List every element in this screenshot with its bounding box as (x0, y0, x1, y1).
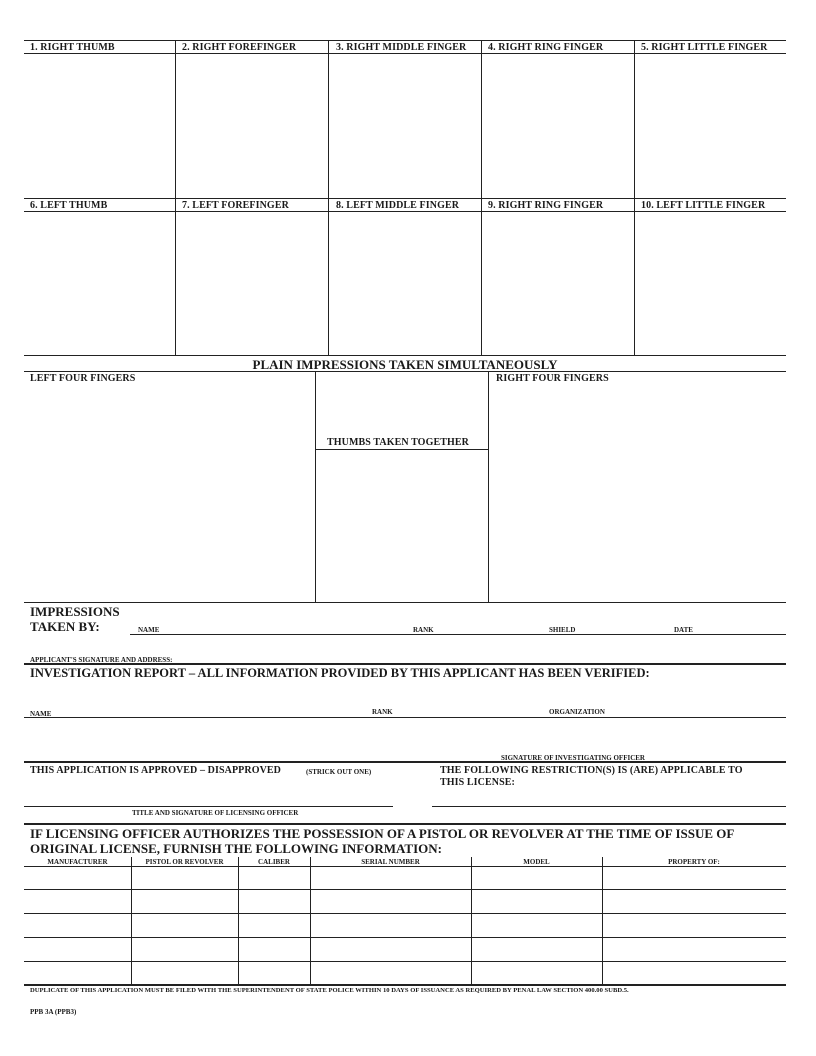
plain-divider (315, 371, 316, 602)
finger-label-right-thumb: 1. RIGHT THUMB (30, 42, 115, 53)
grid-divider (328, 40, 329, 355)
col-serial-number: SERIAL NUMBER (361, 858, 420, 866)
pistol-bottom-line (24, 984, 786, 986)
pistol-row-line (24, 937, 786, 938)
col-model: MODEL (523, 858, 550, 866)
form-id: PPB 3A (PPB3) (30, 1008, 77, 1016)
thumbs-together-label: THUMBS TAKEN TOGETHER (327, 437, 469, 448)
impressions-line (130, 634, 786, 635)
col-manufacturer: MANUFACTURER (47, 858, 108, 866)
impressions-title-1: IMPRESSIONS (30, 604, 120, 619)
right-four-fingers-label: RIGHT FOUR FINGERS (496, 373, 609, 384)
pistol-header-line (24, 866, 786, 867)
strike-out-note: (STRICK OUT ONE) (306, 768, 372, 776)
investigating-officer-signature-label: SIGNATURE OF INVESTIGATING OFFICER (501, 754, 645, 762)
grid-top-line (24, 40, 786, 41)
grid-divider (481, 40, 482, 355)
finger-label-left-ring: 9. RIGHT RING FINGER (488, 200, 604, 211)
finger-label-right-ring: 4. RIGHT RING FINGER (488, 42, 604, 53)
investigation-line (24, 717, 786, 718)
applicant-signature-line (24, 663, 786, 665)
thumbs-divider (315, 449, 488, 450)
pistol-col-divider (602, 857, 603, 984)
pistol-col-divider (131, 857, 132, 984)
impressions-title-2: TAKEN BY: (30, 619, 100, 634)
investigation-rank-label: RANK (372, 708, 393, 716)
plain-impressions-title: PLAIN IMPRESSIONS TAKEN SIMULTANEOUSLY (252, 357, 558, 372)
restrictions-label-1: THE FOLLOWING RESTRICTION(S) IS (ARE) APPLICABLE TO (440, 765, 743, 776)
grid-bottom-line (24, 355, 786, 356)
pistol-col-divider (310, 857, 311, 984)
grid-divider (175, 40, 176, 355)
finger-label-right-forefinger: 2. RIGHT FOREFINGER (182, 42, 297, 53)
officer-signature-line (24, 806, 393, 807)
pistol-row-line (24, 961, 786, 962)
finger-label-left-middle: 8. LEFT MIDDLE FINGER (336, 200, 460, 211)
col-pistol-or-revolver: PISTOL OR REVOLVER (145, 858, 224, 866)
approval-bottom-line (24, 823, 786, 825)
col-caliber: CALIBER (258, 858, 290, 866)
investigation-bottom-line (24, 761, 786, 763)
approval-status: THIS APPLICATION IS APPROVED – DISAPPROVED (30, 765, 281, 776)
restrictions-label-2: THIS LICENSE: (440, 777, 515, 788)
grid-divider (634, 40, 635, 355)
impressions-date-label: DATE (674, 626, 693, 634)
footer-note: DUPLICATE OF THIS APPLICATION MUST BE FILED WITH THE SUPERINTENDENT OF STATE POLICE WITHIN 10 DAYS OF ISSUANCE AS REQUIRED BY PENAL LAW SECTION 400.00 SUBD.5. (30, 987, 629, 994)
col-property-of: PROPERTY OF: (668, 858, 720, 866)
investigation-organization-label: ORGANIZATION (549, 708, 605, 716)
finger-label-right-little: 5. RIGHT LITTLE FINGER (641, 42, 768, 53)
pistol-col-divider (238, 857, 239, 984)
impressions-shield-label: SHIELD (549, 626, 576, 634)
pistol-title-1: IF LICENSING OFFICER AUTHORIZES THE POSSESSION OF A PISTOL OR REVOLVER AT THE TIME OF ISSUE OF (30, 826, 735, 841)
finger-label-left-little: 10. LEFT LITTLE FINGER (641, 200, 766, 211)
left-four-fingers-label: LEFT FOUR FINGERS (30, 373, 136, 384)
investigation-title: INVESTIGATION REPORT – ALL INFORMATION PROVIDED BY THIS APPLICANT HAS BEEN VERIFIED: (30, 666, 650, 680)
finger-label-left-thumb: 6. LEFT THUMB (30, 200, 108, 211)
plain-header-line (24, 371, 786, 372)
grid-header-line-1 (24, 53, 786, 54)
grid-header-line-2 (24, 211, 786, 212)
pistol-col-divider (471, 857, 472, 984)
plain-divider (488, 371, 489, 602)
finger-label-left-forefinger: 7. LEFT FOREFINGER (182, 200, 289, 211)
plain-bottom-line (24, 602, 786, 603)
impressions-name-label: NAME (138, 626, 160, 634)
restrictions-line (432, 806, 786, 807)
impressions-rank-label: RANK (413, 626, 434, 634)
licensing-officer-signature-label: TITLE AND SIGNATURE OF LICENSING OFFICER (132, 809, 299, 817)
grid-mid-line (24, 198, 786, 199)
investigation-name-label: NAME (30, 710, 52, 718)
pistol-row-line (24, 889, 786, 890)
applicant-signature-label: APPLICANT'S SIGNATURE AND ADDRESS: (30, 656, 173, 664)
pistol-title-2: ORIGINAL LICENSE, FURNISH THE FOLLOWING INFORMATION: (30, 841, 442, 856)
pistol-row-line (24, 913, 786, 914)
finger-label-right-middle: 3. RIGHT MIDDLE FINGER (336, 42, 467, 53)
